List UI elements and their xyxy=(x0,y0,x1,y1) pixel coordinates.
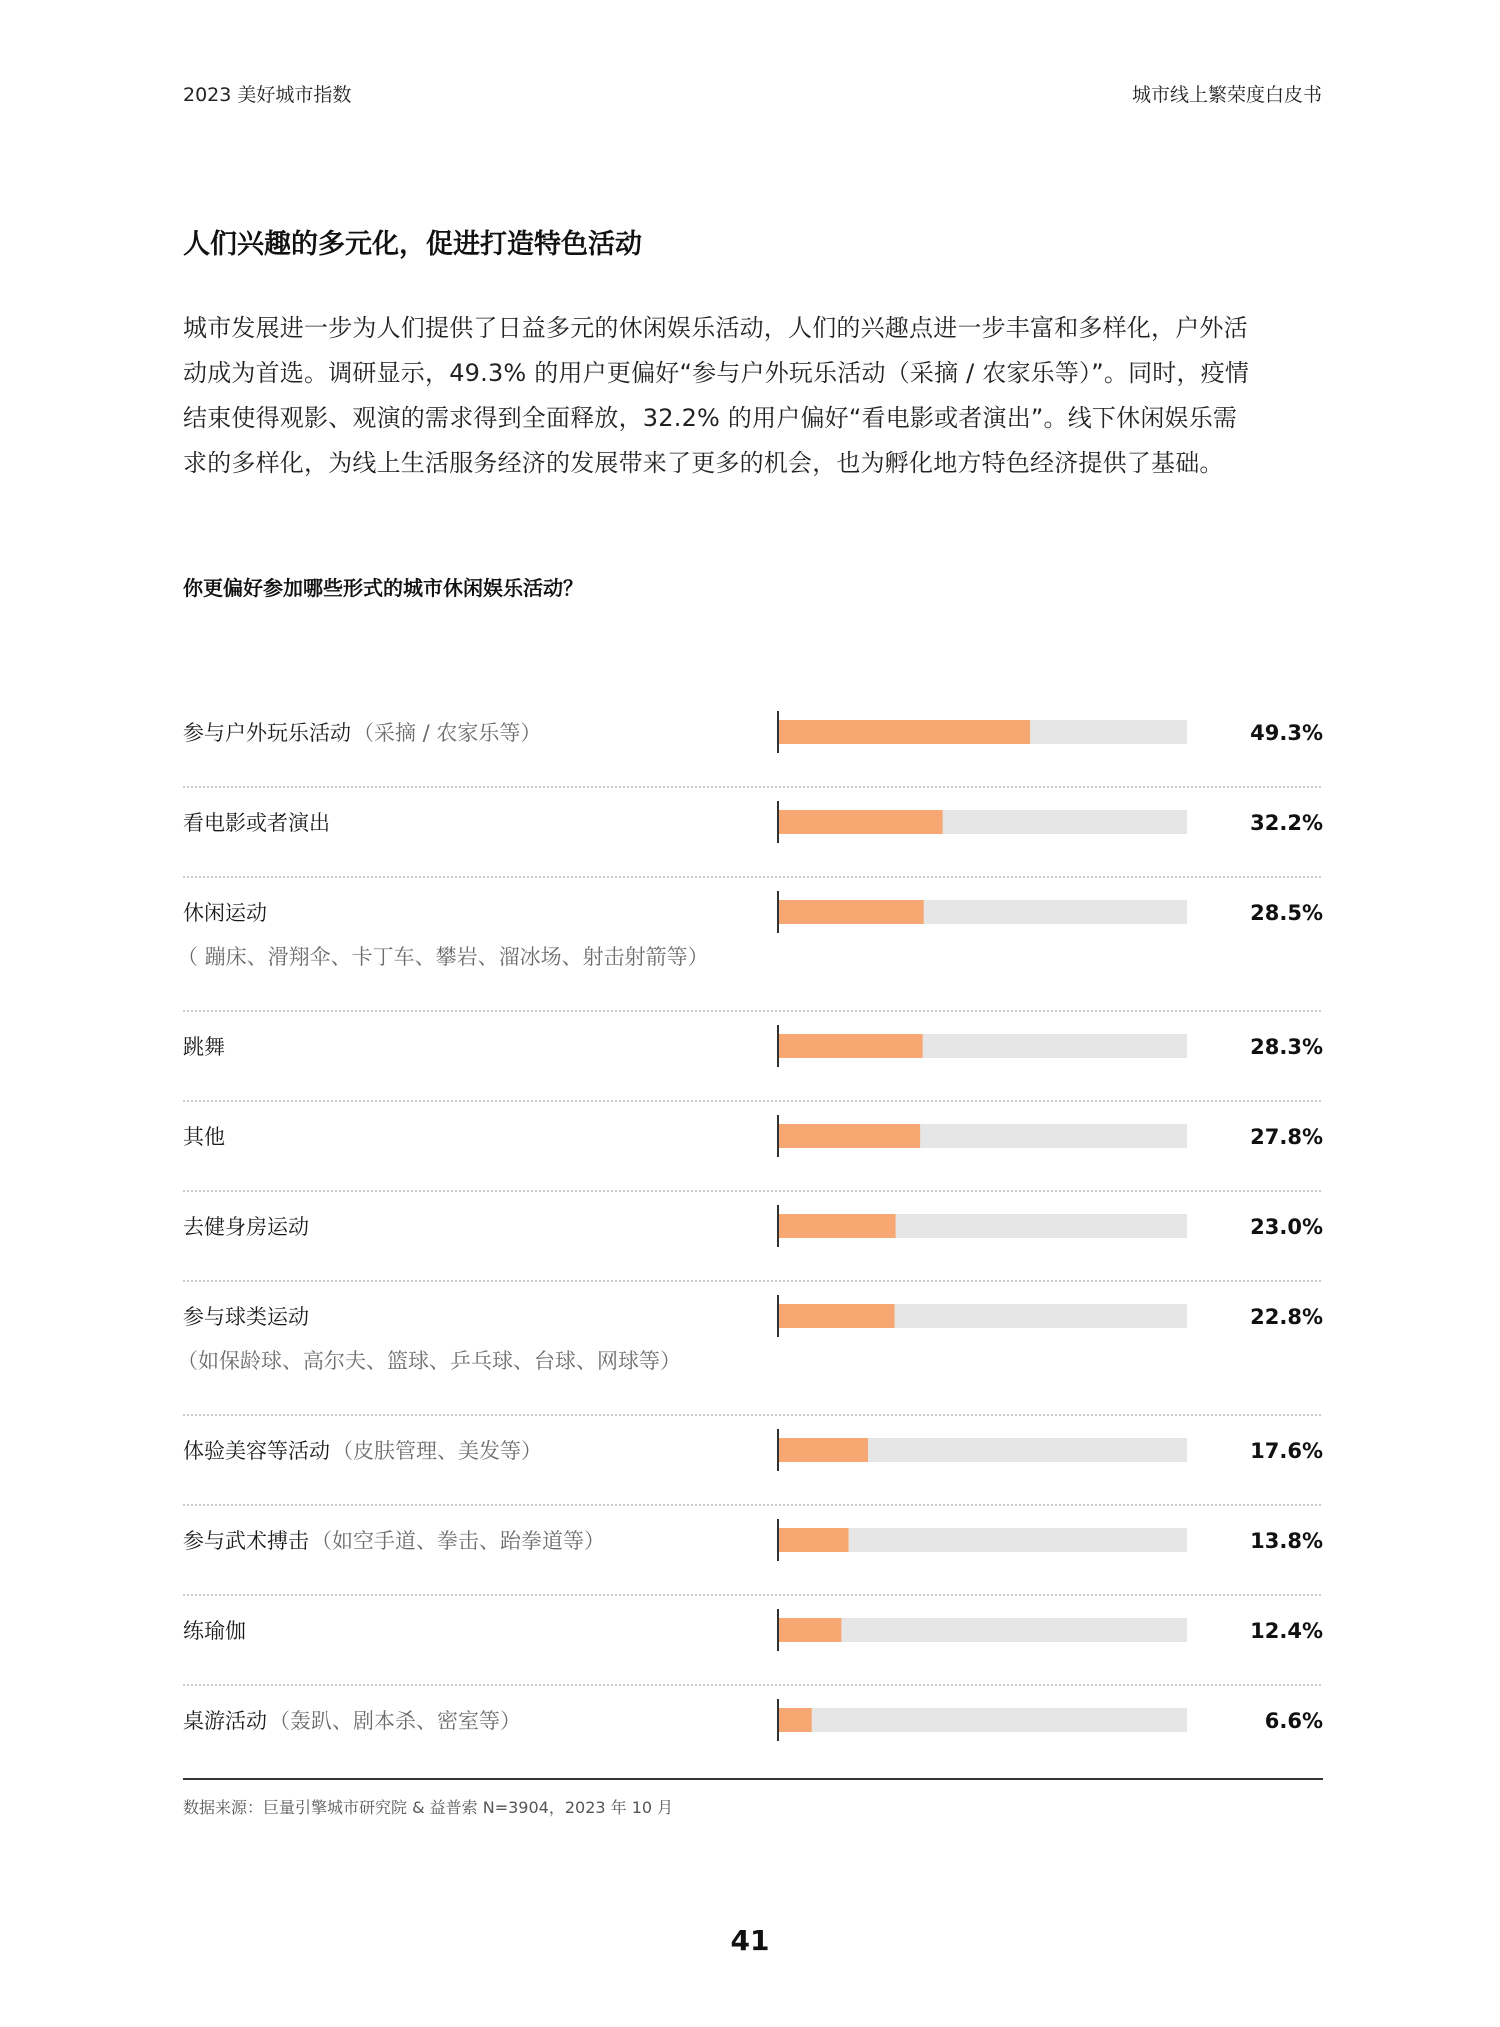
bar xyxy=(778,1034,923,1058)
value-label: 27.8% xyxy=(1250,1125,1323,1149)
category-label: 其他 xyxy=(183,1125,225,1149)
category-label: 参与武术搏击（如空手道、拳击、跆拳道等） xyxy=(183,1529,605,1553)
value-label: 17.6% xyxy=(1250,1439,1323,1463)
body-line: 结束使得观影、观演的需求得到全面释放，32.2% 的用户偏好“看电影或者演出”。线下休闲娱乐需 xyxy=(183,404,1238,432)
category-label: 去健身房运动 xyxy=(183,1215,309,1239)
category-label: 桌游活动（轰趴、剧本杀、密室等） xyxy=(183,1709,521,1733)
bar xyxy=(778,1214,896,1238)
bar xyxy=(778,1618,841,1642)
page-number: 41 xyxy=(730,1924,770,1957)
value-label: 13.8% xyxy=(1250,1529,1323,1553)
category-label: 跳舞 xyxy=(183,1035,225,1059)
bar xyxy=(778,810,943,834)
report-year-title: 2023 美好城市指数 xyxy=(183,84,352,106)
value-label: 23.0% xyxy=(1250,1215,1323,1239)
value-label: 28.3% xyxy=(1250,1035,1323,1059)
category-label: 休闲运动 xyxy=(183,901,267,925)
category-note: （ 蹦床、滑翔伞、卡丁车、攀岩、溜冰场、射击射箭等） xyxy=(177,945,709,969)
bar-track xyxy=(778,1708,1187,1732)
body-line: 城市发展进一步为人们提供了日益多元的休闲娱乐活动，人们的兴趣点进一步丰富和多样化，户外活 xyxy=(183,314,1248,342)
value-label: 22.8% xyxy=(1250,1305,1323,1329)
bar xyxy=(778,1438,868,1462)
value-label: 6.6% xyxy=(1264,1709,1323,1733)
chart-title: 你更偏好参加哪些形式的城市休闲娱乐活动？ xyxy=(183,576,583,600)
category-label: 体验美容等活动（皮肤管理、美发等） xyxy=(183,1439,542,1463)
data-source-note: 数据来源：巨量引擎城市研究院 & 益普索 N=3904，2023 年 10 月 xyxy=(183,1798,674,1817)
category-label: 参与球类运动 xyxy=(183,1305,309,1329)
section-title: 人们兴趣的多元化，促进打造特色活动 xyxy=(183,229,642,260)
body-line: 求的多样化，为线上生活服务经济的发展带来了更多的机会，也为孵化地方特色经济提供了基础。 xyxy=(183,449,1224,477)
category-label: 参与户外玩乐活动（采摘 / 农家乐等） xyxy=(183,721,542,745)
value-label: 49.3% xyxy=(1250,721,1323,745)
value-label: 28.5% xyxy=(1250,901,1323,925)
category-label: 练瑜伽 xyxy=(183,1619,246,1643)
value-label: 12.4% xyxy=(1250,1619,1323,1643)
report-name: 城市线上繁荣度白皮书 xyxy=(1131,84,1322,106)
bar xyxy=(778,1708,812,1732)
bar xyxy=(778,900,924,924)
bar xyxy=(778,720,1030,744)
body-line: 动成为首选。调研显示，49.3% 的用户更偏好“参与户外玩乐活动（采摘 / 农家乐等）”。同时，疫情 xyxy=(183,359,1250,387)
bar xyxy=(778,1124,920,1148)
category-label: 看电影或者演出 xyxy=(183,811,330,835)
bar xyxy=(778,1304,895,1328)
category-note: （如保龄球、高尔夫、篮球、乒乓球、台球、网球等） xyxy=(177,1349,681,1373)
bar xyxy=(778,1528,849,1552)
value-label: 32.2% xyxy=(1250,811,1323,835)
